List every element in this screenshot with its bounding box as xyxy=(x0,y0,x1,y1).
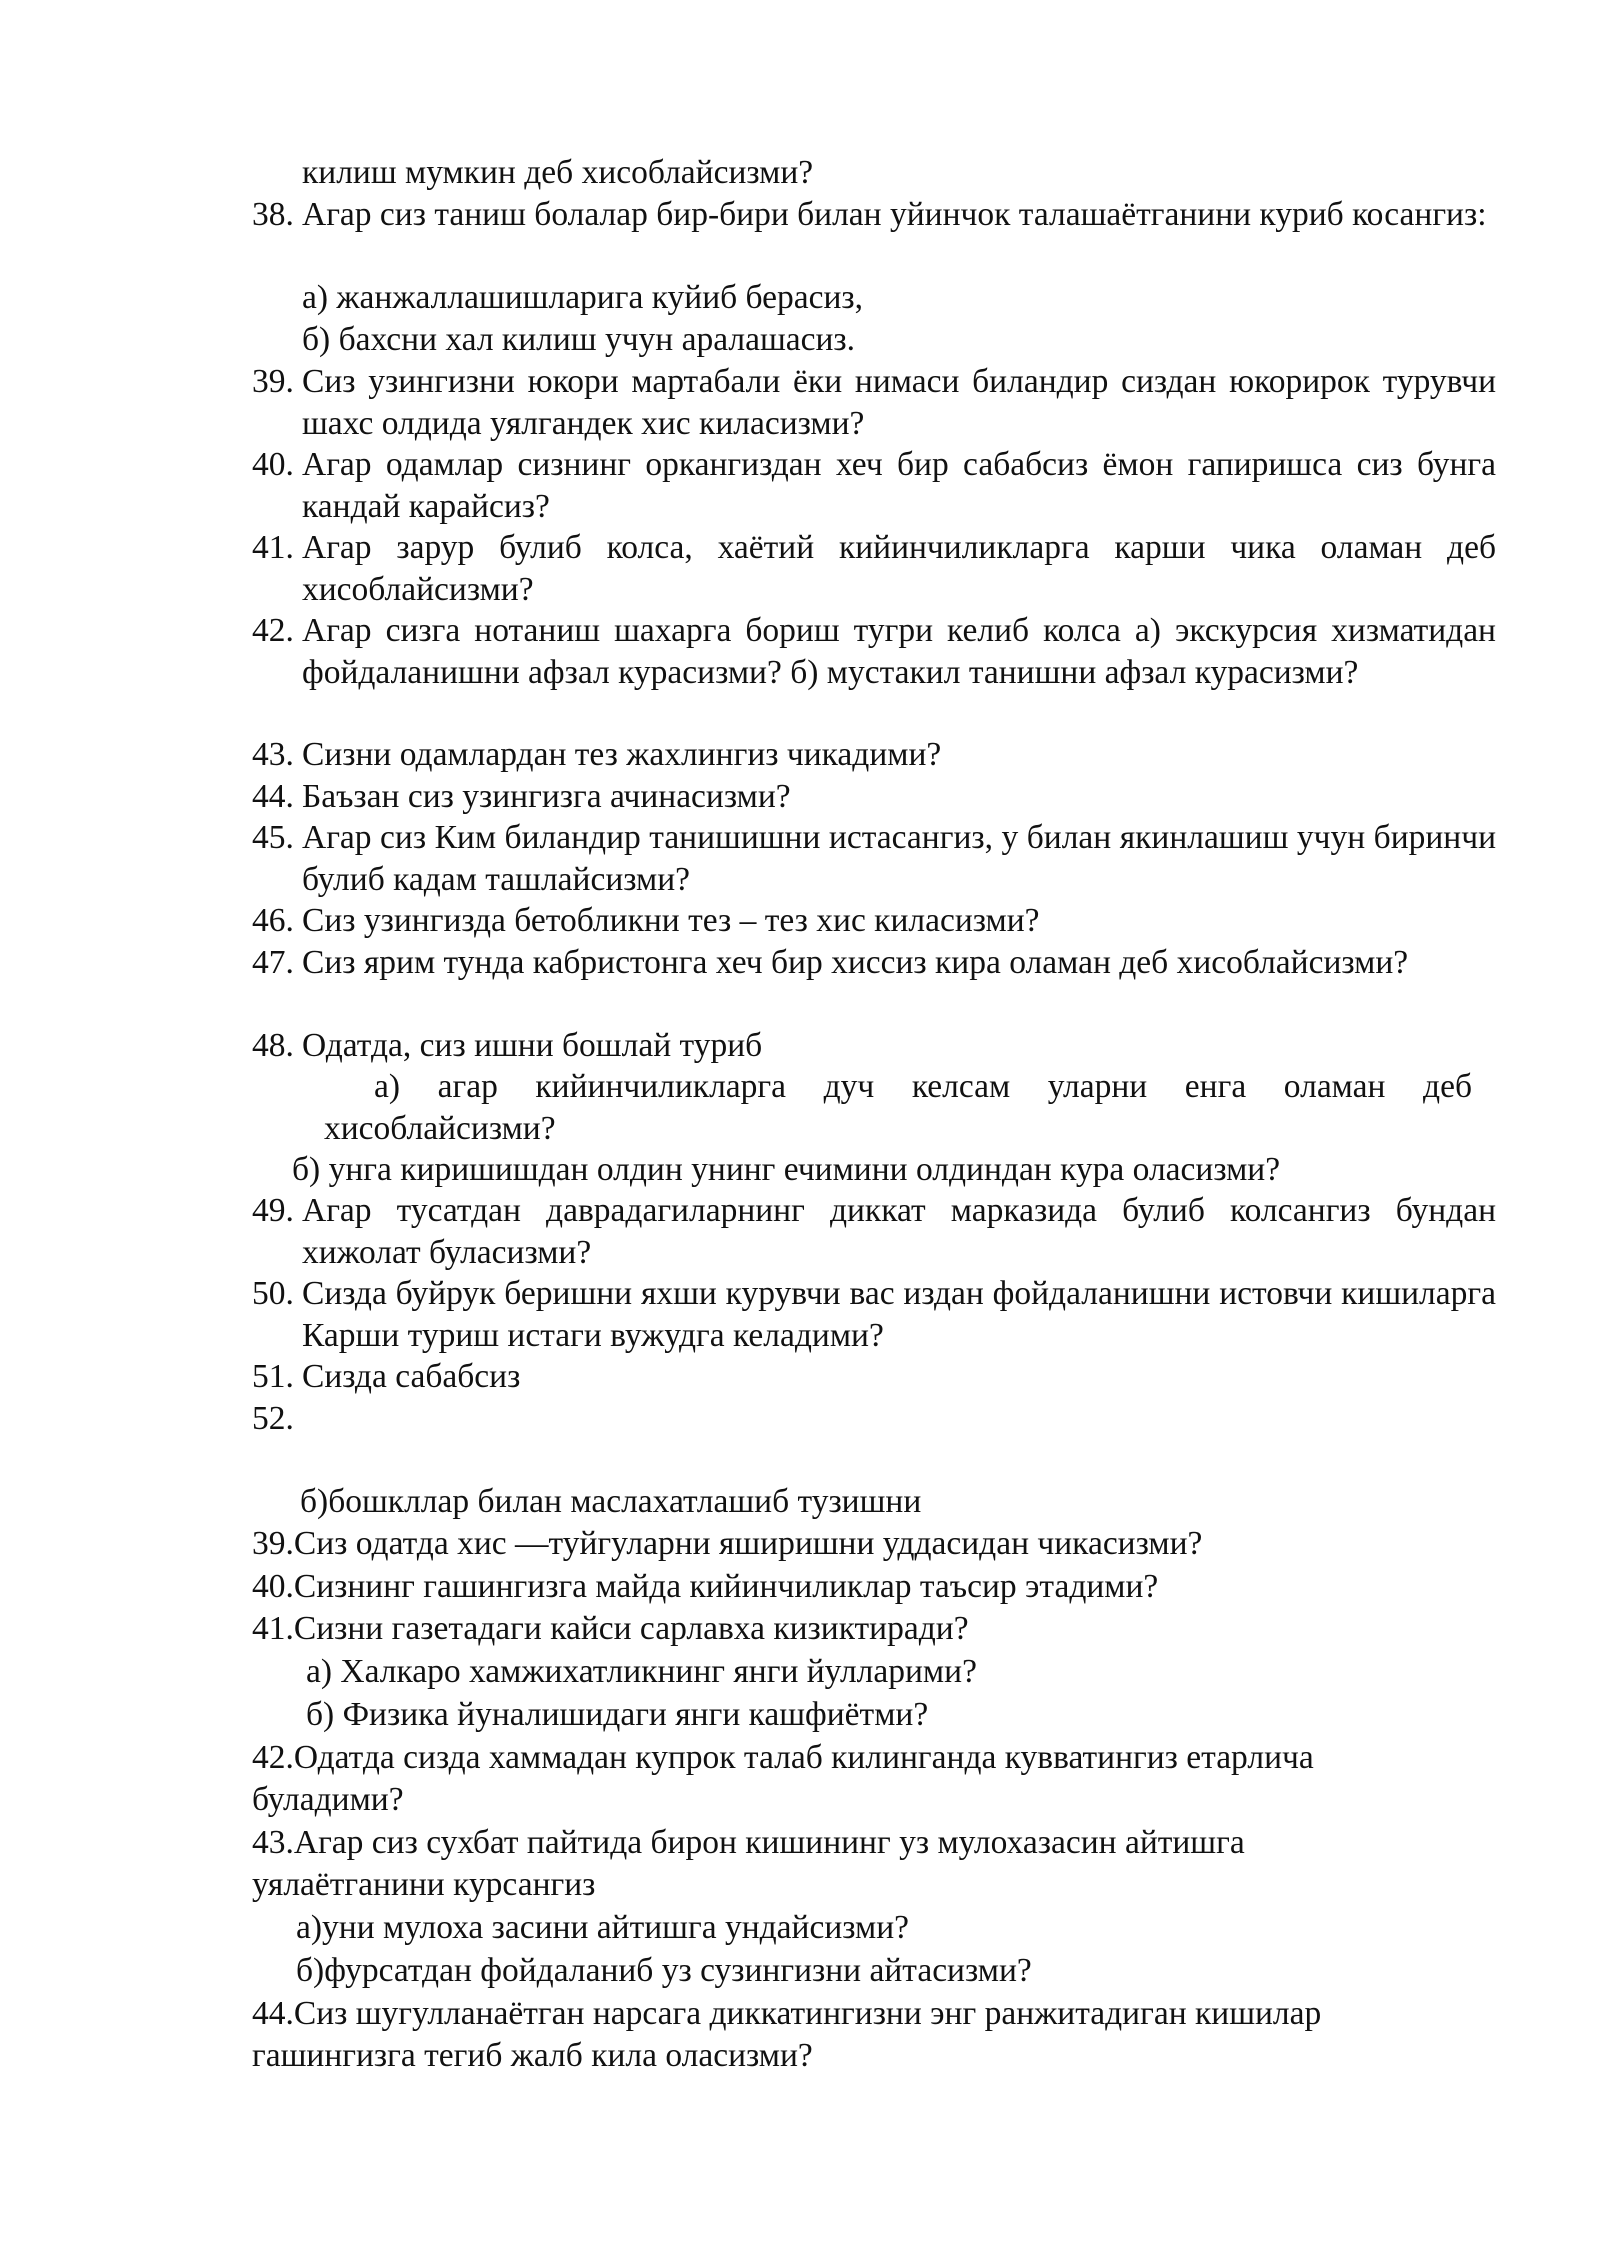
continuation-line: килиш мумкин деб хисоблайсизми? xyxy=(302,154,814,191)
answer-option-b: б) бахсни хал килиш учун аралашасиз. xyxy=(302,321,856,358)
question-49 xyxy=(252,1190,1496,1273)
question-44-second-cont: гашингизга тегиб жалб кила оласизми? xyxy=(252,2037,813,2074)
question-number: 39. xyxy=(252,363,294,400)
question-42-second-cont: буладими? xyxy=(252,1781,404,1818)
answer-option-a: а) жанжаллашишларига куйиб берасиз, xyxy=(302,279,864,316)
question-50 xyxy=(252,1273,1496,1356)
question-43-second-cont: уялаётганини курсангиз xyxy=(252,1866,596,1903)
question-number: 51. xyxy=(252,1358,294,1395)
question-47 xyxy=(252,942,1496,984)
question-text: Сиз узингизда бетобликни тез – тез хис киласизми? xyxy=(302,902,1040,939)
question-45 xyxy=(252,817,1496,900)
question-number: 44. xyxy=(252,778,294,815)
question-number: 46. xyxy=(252,902,294,939)
question-39-second: 39.Сиз одатда хис —туйгуларни яширишни уддасидан чикасизми? xyxy=(252,1525,1203,1562)
question-text: Агар сиз таниш болалар бир-бири билан уйинчок талашаётганини куриб косангиз: xyxy=(302,196,1487,233)
answer-option-a: а)уни мулоха засини айтишга ундайсизми? xyxy=(296,1909,910,1946)
question-43 xyxy=(252,734,1496,776)
question-text: Одатда, сиз ишни бошлай туриб xyxy=(302,1027,763,1064)
question-text: Сиз узингизни юкори мартабали ёки нимаси биландир сиздан юкорирок турувчи шахс олдида уялгандек хис киласизми? xyxy=(302,363,1496,442)
answer-option-b: б)фурсатдан фойдаланиб уз сузингизни айтасизми? xyxy=(296,1952,1032,1989)
question-number: 42. xyxy=(252,612,294,649)
answer-option-a: а) агар кийинчиликларга дуч келсам уларни енга оламан деб хисоблайсизми? xyxy=(324,1068,1472,1147)
question-text: Сизни одамлардан тез жахлингиз чикадими? xyxy=(302,736,942,773)
question-text: Сизда сабабсиз xyxy=(302,1358,521,1395)
question-51 xyxy=(252,1356,1496,1398)
question-number: 50. xyxy=(252,1275,294,1312)
question-number: 40. xyxy=(252,446,294,483)
question-number: 48. xyxy=(252,1027,294,1064)
answer-option-b: б) унга киришишдан олдин унинг ечимини олдиндан кура оласизми? xyxy=(292,1151,1281,1188)
question-41 xyxy=(252,527,1496,610)
question-42 xyxy=(252,610,1496,693)
question-text: Агар одамлар сизнинг оркангиздан хеч бир сабабсиз ёмон гапиришса сиз бунга кандай карайсиз? xyxy=(302,446,1496,525)
question-text: Сизда буйрук беришни яхши курувчи вас издан фойдаланишни истовчи кишиларга Карши туриш истаги вужудга келадими? xyxy=(302,1275,1496,1354)
question-40 xyxy=(252,444,1496,527)
question-46 xyxy=(252,900,1496,942)
question-number: 47. xyxy=(252,944,294,981)
question-text: Баъзан сиз узингизга ачинасизми? xyxy=(302,778,791,815)
question-40-second: 40.Сизнинг гашингизга майда кийинчиликлар таъсир этадими? xyxy=(252,1568,1159,1605)
question-48 xyxy=(252,1025,1496,1067)
question-42-second: 42.Одатда сизда хаммадан купрок талаб килинганда кувватингиз етарлича xyxy=(252,1739,1314,1776)
question-text: Агар зарур булиб колса, хаётий кийинчиликларга карши чика оламан деб хисоблайсизми? xyxy=(302,529,1496,608)
question-number: 43. xyxy=(252,736,294,773)
question-44 xyxy=(252,776,1496,818)
question-number: 52. xyxy=(252,1400,294,1437)
answer-option-b: б) Физика йуналишидаги янги кашфиётми? xyxy=(306,1696,929,1733)
question-38 xyxy=(252,194,1496,236)
question-text: Сиз ярим тунда кабристонга хеч бир хиссиз кира оламан деб хисоблайсизми? xyxy=(302,944,1409,981)
question-number: 38. xyxy=(252,196,294,233)
question-number: 45. xyxy=(252,819,294,856)
question-39 xyxy=(252,361,1496,444)
question-number: 41. xyxy=(252,529,294,566)
question-44-second: 44.Сиз шугулланаётган нарсага диккатингизни энг ранжитадиган кишилар xyxy=(252,1995,1322,2032)
question-text: Агар тусатдан даврадагиларнинг диккат марказида булиб колсангиз бундан хижолат буласизми? xyxy=(302,1192,1496,1271)
question-text: Агар сиз Ким биландир танишишни истасангиз, у билан якинлашиш учун биринчи булиб кадам ташлайсизми? xyxy=(302,819,1496,898)
question-43-second: 43.Агар сиз сухбат пайтида бирон кишининг уз мулохазасин айтишга xyxy=(252,1824,1245,1861)
question-number: 49. xyxy=(252,1192,294,1229)
answer-option-a: а) Халкаро хамжихатликнинг янги йулларими? xyxy=(306,1653,977,1690)
question-41-second: 41.Сизни газетадаги кайси сарлавха кизиктиради? xyxy=(252,1610,969,1647)
answer-option-b: б)бошкллар билан маслахатлашиб тузишни xyxy=(300,1483,922,1520)
question-text: Агар сизга нотаниш шахарга бориш тугри келиб колса а) экскурсия хизматидан фойдаланишни афзал курасизми? б) мустакил танишни афзал курасизми? xyxy=(302,612,1496,691)
